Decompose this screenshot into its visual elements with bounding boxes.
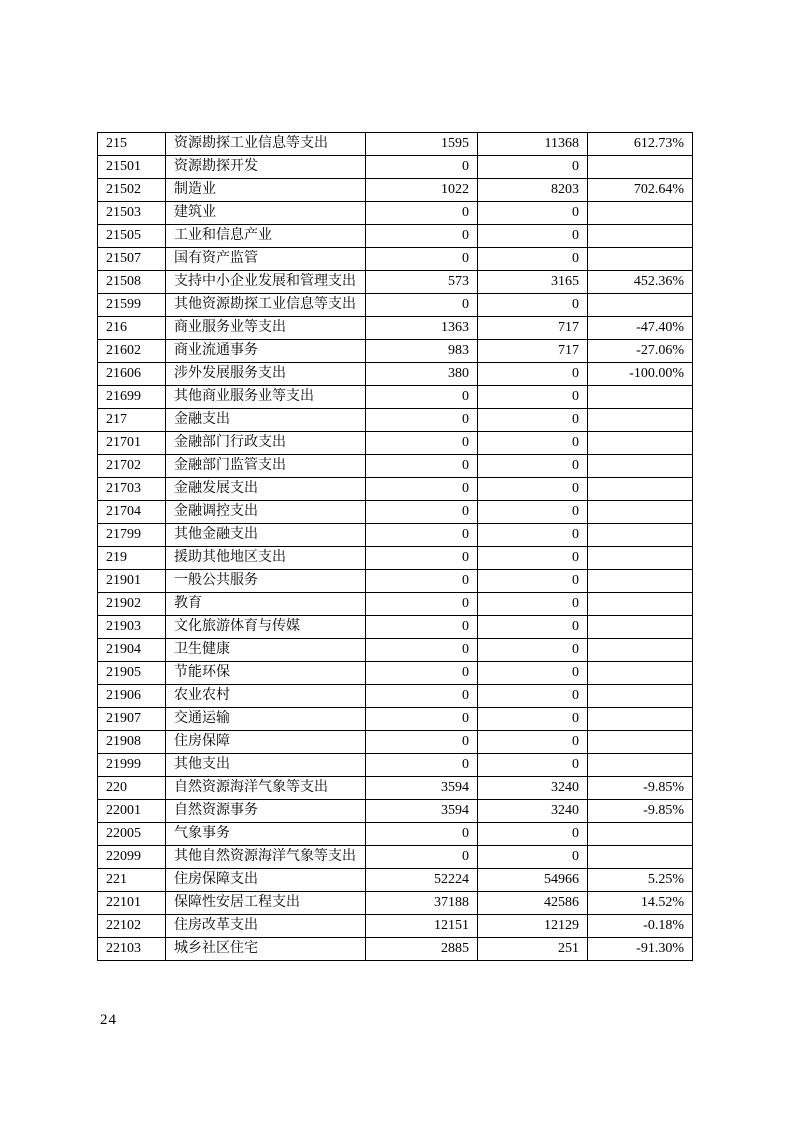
table-row bbox=[98, 386, 693, 409]
cell-code: 21901 bbox=[98, 570, 166, 593]
cell-item-name: 商业服务业等支出 bbox=[166, 317, 366, 340]
table-row bbox=[98, 340, 693, 363]
cell-change-pct bbox=[588, 731, 693, 754]
cell-amount-2: 0 bbox=[478, 662, 588, 685]
cell-code: 21902 bbox=[98, 593, 166, 616]
cell-amount-1: 0 bbox=[366, 524, 478, 547]
table-row bbox=[98, 363, 693, 386]
cell-change-pct: 14.52% bbox=[588, 892, 693, 915]
table-row bbox=[98, 455, 693, 478]
table-row bbox=[98, 409, 693, 432]
cell-code: 21602 bbox=[98, 340, 166, 363]
table-row bbox=[98, 731, 693, 754]
cell-amount-2: 0 bbox=[478, 639, 588, 662]
cell-amount-2: 251 bbox=[478, 938, 588, 961]
cell-amount-1: 0 bbox=[366, 248, 478, 271]
cell-amount-1: 983 bbox=[366, 340, 478, 363]
cell-item-name: 自然资源事务 bbox=[166, 800, 366, 823]
cell-item-name: 金融发展支出 bbox=[166, 478, 366, 501]
cell-code: 21701 bbox=[98, 432, 166, 455]
table-row bbox=[98, 846, 693, 869]
table-row bbox=[98, 662, 693, 685]
table-row bbox=[98, 616, 693, 639]
cell-item-name: 金融支出 bbox=[166, 409, 366, 432]
cell-change-pct bbox=[588, 524, 693, 547]
cell-change-pct bbox=[588, 225, 693, 248]
cell-amount-1: 0 bbox=[366, 225, 478, 248]
cell-change-pct bbox=[588, 478, 693, 501]
cell-item-name: 住房保障 bbox=[166, 731, 366, 754]
cell-change-pct bbox=[588, 202, 693, 225]
table-row bbox=[98, 225, 693, 248]
cell-amount-2: 0 bbox=[478, 685, 588, 708]
cell-code: 21507 bbox=[98, 248, 166, 271]
cell-change-pct bbox=[588, 639, 693, 662]
table-row bbox=[98, 133, 693, 156]
cell-code: 216 bbox=[98, 317, 166, 340]
cell-item-name: 资源勘探开发 bbox=[166, 156, 366, 179]
table-row bbox=[98, 915, 693, 938]
cell-code: 22099 bbox=[98, 846, 166, 869]
cell-code: 221 bbox=[98, 869, 166, 892]
cell-code: 22103 bbox=[98, 938, 166, 961]
cell-item-name: 教育 bbox=[166, 593, 366, 616]
table-row bbox=[98, 800, 693, 823]
cell-item-name: 交通运输 bbox=[166, 708, 366, 731]
table-row bbox=[98, 547, 693, 570]
cell-change-pct: 702.64% bbox=[588, 179, 693, 202]
cell-change-pct bbox=[588, 409, 693, 432]
cell-amount-2: 0 bbox=[478, 823, 588, 846]
cell-amount-1: 0 bbox=[366, 731, 478, 754]
table-row bbox=[98, 202, 693, 225]
cell-amount-1: 0 bbox=[366, 662, 478, 685]
cell-amount-1: 0 bbox=[366, 616, 478, 639]
cell-amount-2: 0 bbox=[478, 202, 588, 225]
cell-amount-2: 0 bbox=[478, 731, 588, 754]
cell-item-name: 金融调控支出 bbox=[166, 501, 366, 524]
cell-item-name: 国有资产监管 bbox=[166, 248, 366, 271]
cell-item-name: 金融部门监管支出 bbox=[166, 455, 366, 478]
cell-change-pct: -47.40% bbox=[588, 317, 693, 340]
table-row bbox=[98, 317, 693, 340]
cell-amount-2: 3240 bbox=[478, 800, 588, 823]
cell-code: 21904 bbox=[98, 639, 166, 662]
cell-code: 21599 bbox=[98, 294, 166, 317]
table-row bbox=[98, 777, 693, 800]
cell-change-pct: -0.18% bbox=[588, 915, 693, 938]
table-row bbox=[98, 869, 693, 892]
table-row bbox=[98, 294, 693, 317]
cell-amount-2: 0 bbox=[478, 248, 588, 271]
cell-change-pct bbox=[588, 386, 693, 409]
cell-item-name: 资源勘探工业信息等支出 bbox=[166, 133, 366, 156]
cell-amount-1: 3594 bbox=[366, 800, 478, 823]
budget-table-body bbox=[98, 133, 693, 961]
cell-change-pct: 612.73% bbox=[588, 133, 693, 156]
cell-amount-2: 0 bbox=[478, 616, 588, 639]
cell-amount-1: 0 bbox=[366, 202, 478, 225]
cell-item-name: 自然资源海洋气象等支出 bbox=[166, 777, 366, 800]
cell-change-pct bbox=[588, 754, 693, 777]
cell-amount-2: 0 bbox=[478, 524, 588, 547]
cell-amount-2: 0 bbox=[478, 363, 588, 386]
cell-amount-2: 0 bbox=[478, 386, 588, 409]
cell-item-name: 支持中小企业发展和管理支出 bbox=[166, 271, 366, 294]
cell-amount-1: 37188 bbox=[366, 892, 478, 915]
cell-amount-1: 1022 bbox=[366, 179, 478, 202]
cell-item-name: 援助其他地区支出 bbox=[166, 547, 366, 570]
cell-amount-2: 0 bbox=[478, 846, 588, 869]
table-row bbox=[98, 501, 693, 524]
table-row bbox=[98, 892, 693, 915]
cell-item-name: 商业流通事务 bbox=[166, 340, 366, 363]
cell-amount-2: 54966 bbox=[478, 869, 588, 892]
cell-change-pct bbox=[588, 616, 693, 639]
cell-amount-1: 52224 bbox=[366, 869, 478, 892]
cell-code: 21905 bbox=[98, 662, 166, 685]
table-row bbox=[98, 708, 693, 731]
cell-amount-2: 0 bbox=[478, 547, 588, 570]
cell-item-name: 建筑业 bbox=[166, 202, 366, 225]
cell-amount-1: 0 bbox=[366, 570, 478, 593]
cell-code: 22102 bbox=[98, 915, 166, 938]
cell-amount-2: 3165 bbox=[478, 271, 588, 294]
cell-code: 21606 bbox=[98, 363, 166, 386]
cell-change-pct bbox=[588, 248, 693, 271]
cell-amount-2: 42586 bbox=[478, 892, 588, 915]
cell-item-name: 住房保障支出 bbox=[166, 869, 366, 892]
cell-amount-2: 0 bbox=[478, 432, 588, 455]
cell-change-pct: -27.06% bbox=[588, 340, 693, 363]
cell-item-name: 文化旅游体育与传媒 bbox=[166, 616, 366, 639]
cell-item-name: 住房改革支出 bbox=[166, 915, 366, 938]
cell-change-pct bbox=[588, 708, 693, 731]
cell-change-pct bbox=[588, 823, 693, 846]
cell-code: 21501 bbox=[98, 156, 166, 179]
cell-code: 21799 bbox=[98, 524, 166, 547]
cell-change-pct bbox=[588, 570, 693, 593]
cell-item-name: 其他资源勘探工业信息等支出 bbox=[166, 294, 366, 317]
cell-amount-1: 1363 bbox=[366, 317, 478, 340]
table-row bbox=[98, 823, 693, 846]
cell-code: 21699 bbox=[98, 386, 166, 409]
cell-amount-1: 0 bbox=[366, 754, 478, 777]
table-row bbox=[98, 432, 693, 455]
cell-amount-1: 0 bbox=[366, 708, 478, 731]
cell-code: 219 bbox=[98, 547, 166, 570]
cell-amount-1: 573 bbox=[366, 271, 478, 294]
table-row bbox=[98, 639, 693, 662]
cell-code: 22001 bbox=[98, 800, 166, 823]
cell-change-pct bbox=[588, 432, 693, 455]
cell-item-name: 保障性安居工程支出 bbox=[166, 892, 366, 915]
cell-amount-2: 0 bbox=[478, 409, 588, 432]
table-row bbox=[98, 271, 693, 294]
cell-code: 220 bbox=[98, 777, 166, 800]
cell-code: 21502 bbox=[98, 179, 166, 202]
cell-amount-1: 0 bbox=[366, 156, 478, 179]
table-row bbox=[98, 156, 693, 179]
table-row bbox=[98, 478, 693, 501]
cell-change-pct bbox=[588, 662, 693, 685]
cell-change-pct bbox=[588, 294, 693, 317]
cell-change-pct bbox=[588, 455, 693, 478]
cell-change-pct bbox=[588, 846, 693, 869]
table-row bbox=[98, 570, 693, 593]
cell-item-name: 一般公共服务 bbox=[166, 570, 366, 593]
cell-amount-1: 12151 bbox=[366, 915, 478, 938]
table-row bbox=[98, 179, 693, 202]
cell-amount-2: 11368 bbox=[478, 133, 588, 156]
cell-code: 215 bbox=[98, 133, 166, 156]
cell-change-pct bbox=[588, 501, 693, 524]
cell-code: 21703 bbox=[98, 478, 166, 501]
cell-amount-1: 0 bbox=[366, 846, 478, 869]
cell-item-name: 涉外发展服务支出 bbox=[166, 363, 366, 386]
cell-amount-1: 1595 bbox=[366, 133, 478, 156]
table-row bbox=[98, 754, 693, 777]
cell-code: 21907 bbox=[98, 708, 166, 731]
cell-item-name: 节能环保 bbox=[166, 662, 366, 685]
cell-code: 21702 bbox=[98, 455, 166, 478]
cell-change-pct: 452.36% bbox=[588, 271, 693, 294]
cell-change-pct bbox=[588, 593, 693, 616]
cell-amount-2: 717 bbox=[478, 317, 588, 340]
cell-amount-1: 3594 bbox=[366, 777, 478, 800]
cell-amount-1: 0 bbox=[366, 593, 478, 616]
cell-code: 21903 bbox=[98, 616, 166, 639]
cell-amount-2: 0 bbox=[478, 455, 588, 478]
cell-amount-1: 380 bbox=[366, 363, 478, 386]
cell-change-pct: -9.85% bbox=[588, 777, 693, 800]
cell-amount-1: 0 bbox=[366, 501, 478, 524]
cell-change-pct: -100.00% bbox=[588, 363, 693, 386]
cell-change-pct bbox=[588, 685, 693, 708]
cell-amount-2: 0 bbox=[478, 754, 588, 777]
cell-amount-2: 0 bbox=[478, 478, 588, 501]
cell-amount-2: 717 bbox=[478, 340, 588, 363]
cell-code: 21508 bbox=[98, 271, 166, 294]
cell-item-name: 金融部门行政支出 bbox=[166, 432, 366, 455]
cell-code: 22005 bbox=[98, 823, 166, 846]
cell-item-name: 其他自然资源海洋气象等支出 bbox=[166, 846, 366, 869]
cell-item-name: 卫生健康 bbox=[166, 639, 366, 662]
cell-change-pct: 5.25% bbox=[588, 869, 693, 892]
cell-amount-1: 0 bbox=[366, 455, 478, 478]
cell-code: 217 bbox=[98, 409, 166, 432]
cell-code: 21505 bbox=[98, 225, 166, 248]
cell-amount-2: 0 bbox=[478, 501, 588, 524]
cell-item-name: 其他商业服务业等支出 bbox=[166, 386, 366, 409]
cell-change-pct: -9.85% bbox=[588, 800, 693, 823]
cell-code: 21999 bbox=[98, 754, 166, 777]
table-row bbox=[98, 593, 693, 616]
cell-item-name: 农业农村 bbox=[166, 685, 366, 708]
cell-amount-1: 0 bbox=[366, 478, 478, 501]
cell-code: 21704 bbox=[98, 501, 166, 524]
cell-amount-2: 0 bbox=[478, 294, 588, 317]
cell-code: 21908 bbox=[98, 731, 166, 754]
cell-code: 21503 bbox=[98, 202, 166, 225]
cell-amount-1: 0 bbox=[366, 409, 478, 432]
cell-amount-1: 0 bbox=[366, 547, 478, 570]
table-row bbox=[98, 524, 693, 547]
budget-table bbox=[97, 132, 693, 961]
cell-change-pct: -91.30% bbox=[588, 938, 693, 961]
cell-item-name: 气象事务 bbox=[166, 823, 366, 846]
table-row bbox=[98, 685, 693, 708]
cell-amount-2: 0 bbox=[478, 225, 588, 248]
cell-amount-1: 0 bbox=[366, 685, 478, 708]
cell-code: 21906 bbox=[98, 685, 166, 708]
cell-amount-2: 3240 bbox=[478, 777, 588, 800]
cell-amount-2: 8203 bbox=[478, 179, 588, 202]
cell-amount-2: 12129 bbox=[478, 915, 588, 938]
cell-item-name: 城乡社区住宅 bbox=[166, 938, 366, 961]
cell-item-name: 其他支出 bbox=[166, 754, 366, 777]
cell-amount-2: 0 bbox=[478, 570, 588, 593]
cell-amount-1: 2885 bbox=[366, 938, 478, 961]
cell-change-pct bbox=[588, 547, 693, 570]
cell-amount-2: 0 bbox=[478, 593, 588, 616]
cell-code: 22101 bbox=[98, 892, 166, 915]
cell-item-name: 工业和信息产业 bbox=[166, 225, 366, 248]
cell-amount-1: 0 bbox=[366, 294, 478, 317]
cell-amount-2: 0 bbox=[478, 156, 588, 179]
cell-item-name: 制造业 bbox=[166, 179, 366, 202]
cell-amount-1: 0 bbox=[366, 432, 478, 455]
table-row bbox=[98, 938, 693, 961]
cell-amount-1: 0 bbox=[366, 823, 478, 846]
cell-change-pct bbox=[588, 156, 693, 179]
cell-amount-1: 0 bbox=[366, 639, 478, 662]
cell-item-name: 其他金融支出 bbox=[166, 524, 366, 547]
cell-amount-2: 0 bbox=[478, 708, 588, 731]
cell-amount-1: 0 bbox=[366, 386, 478, 409]
page-number: 24 bbox=[100, 1012, 117, 1028]
table-row bbox=[98, 248, 693, 271]
